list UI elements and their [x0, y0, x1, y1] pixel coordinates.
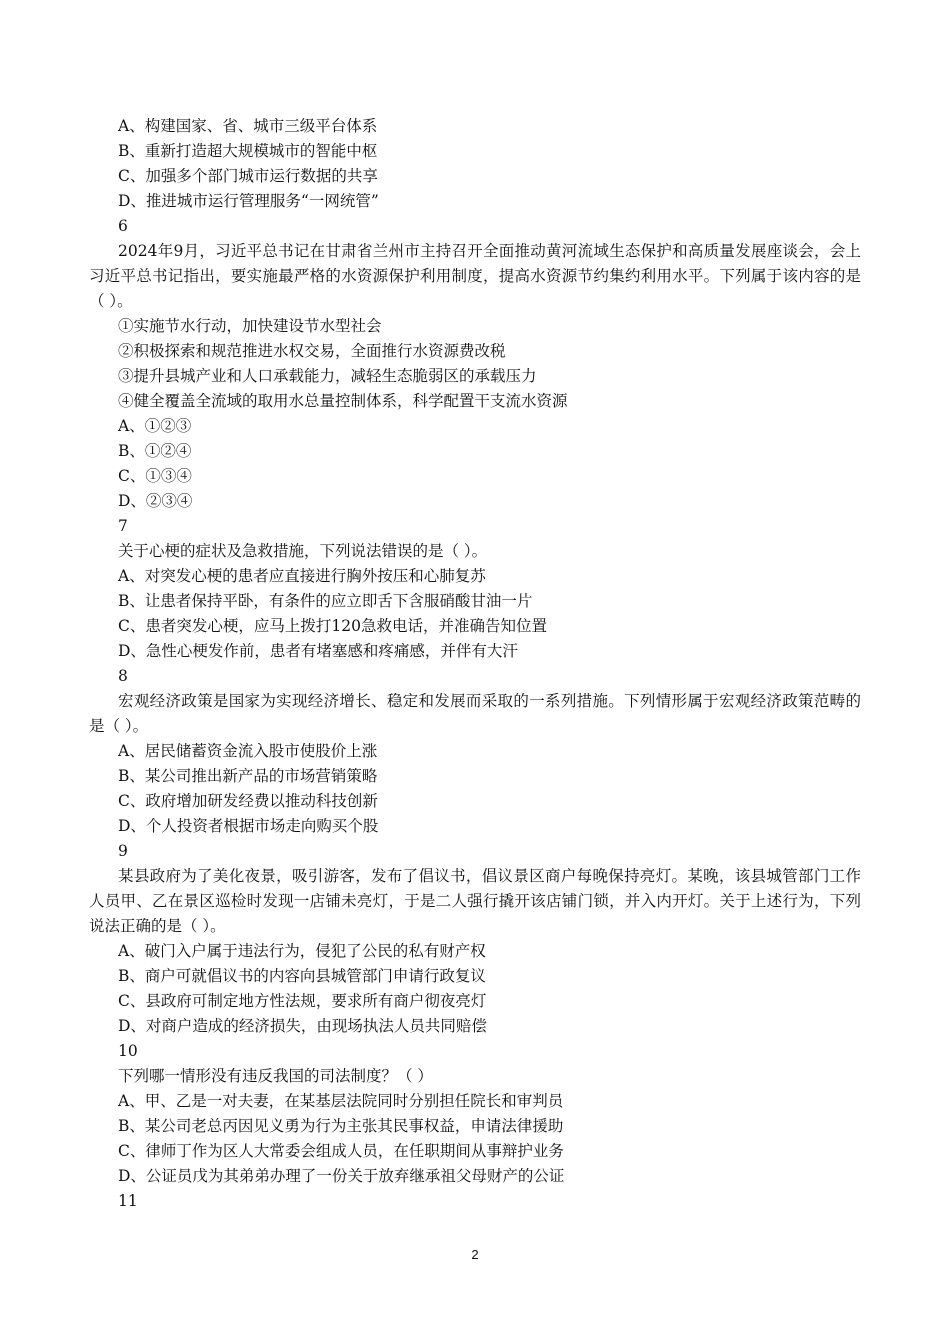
paragraph: B、①②④ — [118, 442, 192, 460]
paragraph: D、公证员戊为其弟弟办理了一份关于放弃继承祖父母财产的公证 — [118, 1167, 565, 1185]
paragraph: B、重新打造超大规模城市的智能中枢 — [118, 142, 378, 160]
paragraph: B、商户可就倡议书的内容向县城管部门申请行政复议 — [118, 967, 486, 985]
question-number: 7 — [118, 517, 128, 535]
paragraph: C、律师丁作为区人大常委会组成人员，在任职期间从事辩护业务 — [118, 1142, 564, 1160]
paragraph: A、破门入户属于违法行为，侵犯了公民的私有财产权 — [118, 942, 486, 960]
paragraph: A、甲、乙是一对夫妻，在某基层法院同时分别担任院长和审判员 — [118, 1092, 564, 1110]
paragraph: C、政府增加研发经费以推动科技创新 — [118, 792, 378, 810]
paragraph: A、①②③ — [118, 417, 192, 435]
paragraph: A、构建国家、省、城市三级平台体系 — [118, 117, 378, 135]
document-body — [89, 114, 861, 1214]
paragraph: ②积极探索和规范推进水权交易，全面推行水资源费改税 — [118, 342, 506, 360]
paragraph: 某县政府为了美化夜景，吸引游客，发布了倡议书，倡议景区商户每晚保持亮灯。某晚，该县城管部门工作人员甲、乙在景区巡检时发现一店铺未亮灯，于是二人强行撬开该店铺门锁，并入内开灯。关于上述行为，下列说法正确的是（ ）。 — [89, 867, 861, 935]
paragraph: A、对突发心梗的患者应直接进行胸外按压和心肺复苏 — [118, 567, 486, 585]
paragraph: 宏观经济政策是国家为实现经济增长、稳定和发展而采取的一系列措施。下列情形属于宏观经济政策范畴的是（ ）。 — [89, 692, 861, 735]
question-number: 6 — [118, 217, 128, 235]
paragraph: D、对商户造成的经济损失，由现场执法人员共同赔偿 — [118, 1017, 487, 1035]
paragraph: ①实施节水行动，加快建设节水型社会 — [118, 317, 382, 335]
question-number: 11 — [118, 1192, 138, 1210]
paragraph: C、加强多个部门城市运行数据的共享 — [118, 167, 378, 185]
question-number: 10 — [118, 1042, 138, 1060]
paragraph: B、让患者保持平卧，有条件的应立即舌下含服硝酸甘油一片 — [118, 592, 533, 610]
paragraph: D、个人投资者根据市场走向购买个股 — [118, 817, 379, 835]
paragraph: D、推进城市运行管理服务“一网统管” — [118, 192, 379, 210]
paragraph: C、患者突发心梗，应马上拨打120急救电话，并准确告知位置 — [118, 617, 547, 635]
paragraph: B、某公司推出新产品的市场营销策略 — [118, 767, 378, 785]
paragraph: ④健全覆盖全流域的取用水总量控制体系，科学配置干支流水资源 — [118, 392, 568, 410]
paragraph: C、①③④ — [118, 467, 192, 485]
question-number: 9 — [118, 842, 128, 860]
question-number: 8 — [118, 667, 128, 685]
paragraph: A、居民储蓄资金流入股市使股价上涨 — [118, 742, 378, 760]
paragraph: C、县政府可制定地方性法规，要求所有商户彻夜亮灯 — [118, 992, 487, 1010]
paragraph: 2024年9月，习近平总书记在甘肃省兰州市主持召开全面推动黄河流域生态保护和高质量发展座谈会，会上习近平总书记指出，要实施最严格的水资源保护利用制度，提高水资源节约集约利用水平。下列属于该内容的是（ ）。 — [89, 242, 861, 310]
paragraph: 下列哪一情形没有违反我国的司法制度？（ ） — [118, 1067, 433, 1085]
paragraph: D、②③④ — [118, 492, 193, 510]
paragraph: D、急性心梗发作前，患者有堵塞感和疼痛感，并伴有大汗 — [118, 642, 518, 660]
paragraph: 关于心梗的症状及急救措施，下列说法错误的是（ ）。 — [118, 542, 488, 560]
paragraph: ③提升县城产业和人口承载能力，减轻生态脆弱区的承载压力 — [118, 367, 537, 385]
page-number: 2 — [471, 1247, 479, 1262]
paragraph: B、某公司老总丙因见义勇为行为主张其民事权益，申请法律援助 — [118, 1117, 564, 1135]
